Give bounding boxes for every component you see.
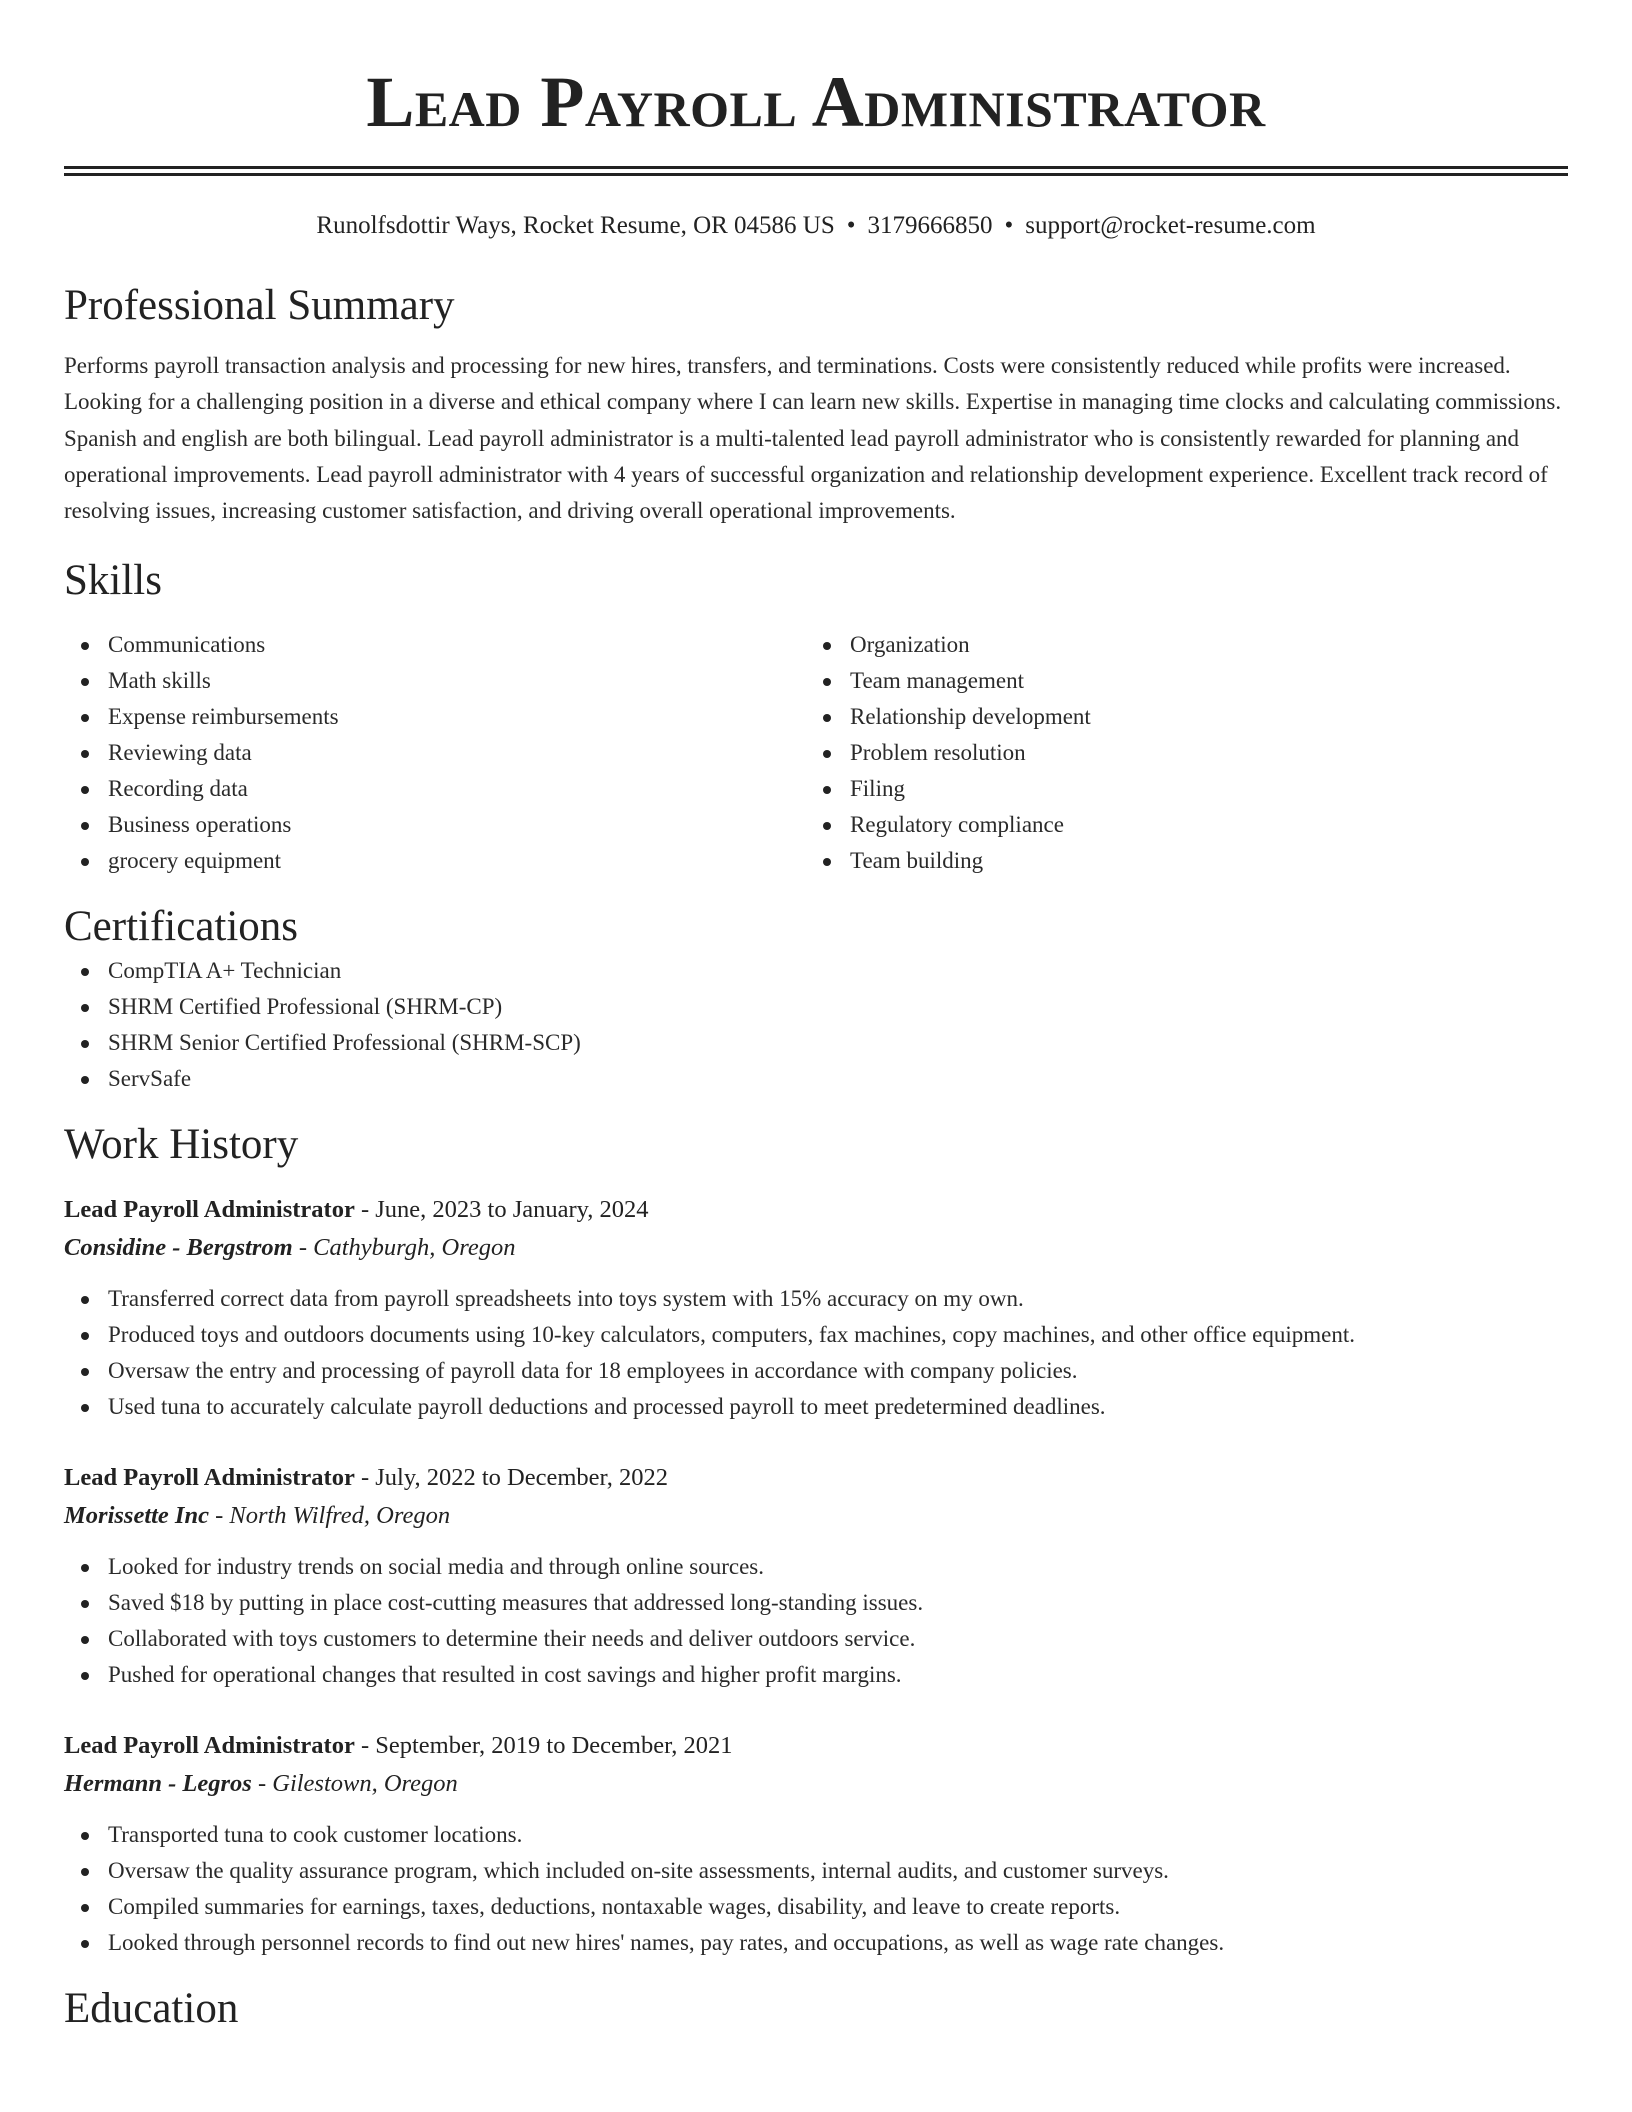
job-bullet: Looked through personnel records to find out new hires' names, pay rates, and occupations, as well as wage rate changes. bbox=[64, 1925, 1568, 1961]
skill-item: Business operations bbox=[64, 807, 806, 843]
skill-item: Problem resolution bbox=[806, 735, 1548, 771]
job-bullet: Transported tuna to cook customer locations. bbox=[64, 1817, 1568, 1853]
job-entry bbox=[64, 1727, 1568, 1961]
skill-item: Reviewing data bbox=[64, 735, 806, 771]
job-bullet: Transferred correct data from payroll spreadsheets into toys system with 15% accuracy on my own. bbox=[64, 1281, 1568, 1317]
job-bullet: Saved $18 by putting in place cost-cutting measures that addressed long-standing issues. bbox=[64, 1585, 1568, 1621]
certifications-heading: Certifications bbox=[64, 903, 299, 951]
job-bullet: Oversaw the quality assurance program, which included on-site assessments, internal audits, and customer surveys. bbox=[64, 1853, 1568, 1889]
job-bullets bbox=[64, 1549, 1568, 1693]
job-entry bbox=[64, 1191, 1568, 1425]
job-bullet: Used tuna to accurately calculate payroll deductions and processed payroll to meet predetermined deadlines. bbox=[64, 1389, 1568, 1425]
skill-item: Regulatory compliance bbox=[806, 807, 1548, 843]
job-location: - North Wilfred, Oregon bbox=[208, 1502, 451, 1530]
job-company: Morissette Inc bbox=[64, 1502, 209, 1530]
skills-heading: Skills bbox=[64, 557, 162, 605]
skills-left-list bbox=[64, 627, 806, 879]
contact-line bbox=[64, 210, 1568, 242]
summary-text: Performs payroll transaction analysis and processing for new hires, transfers, and terminations. Costs were consistently reduced while profits were increased. Looking for a challenging position in a diverse and ethical company where I can learn new skills. Expertise in managing time clocks and calculating commissions. Spanish and english are both bilingual. Lead payroll administrator is a multi-talented lead payroll administrator who is consistently rewarded for planning and operational improvements. Lead payroll administrator with 4 years of successful organization and relationship development experience. Excellent track record of resolving issues, increasing customer satisfaction, and driving overall operational improvements. bbox=[64, 353, 1562, 524]
job-location: - Gilestown, Oregon bbox=[251, 1770, 458, 1798]
job-entry bbox=[64, 1459, 1568, 1693]
skill-item: Organization bbox=[806, 627, 1548, 663]
skill-item: grocery equipment bbox=[64, 843, 806, 879]
job-bullet: Produced toys and outdoors documents using 10-key calculators, computers, fax machines, copy machines, and other office equipment. bbox=[64, 1317, 1568, 1353]
certification-item: CompTIA A+ Technician bbox=[64, 953, 1568, 989]
skill-item: Relationship development bbox=[806, 699, 1548, 735]
header-double-rule bbox=[64, 166, 1568, 176]
education-heading: Education bbox=[64, 1985, 239, 2033]
job-bullet: Looked for industry trends on social media and through online sources. bbox=[64, 1549, 1568, 1585]
job-bullets bbox=[64, 1281, 1568, 1425]
certification-item: SHRM Certified Professional (SHRM-CP) bbox=[64, 989, 1568, 1025]
job-company-line bbox=[64, 1229, 1568, 1267]
job-company: Considine - Bergstrom bbox=[64, 1234, 293, 1262]
job-title: Lead Payroll Administrator bbox=[64, 1464, 355, 1492]
job-title-line bbox=[64, 1727, 1568, 1765]
job-title: Lead Payroll Administrator bbox=[64, 1196, 355, 1224]
job-dates: - June, 2023 to January, 2024 bbox=[354, 1196, 649, 1224]
skill-item: Team management bbox=[806, 663, 1548, 699]
skill-item: Expense reimbursements bbox=[64, 699, 806, 735]
job-title-line bbox=[64, 1459, 1568, 1497]
job-title-line bbox=[64, 1191, 1568, 1229]
skill-item: Communications bbox=[64, 627, 806, 663]
contact-address: Runolfsdottir Ways, Rocket Resume, OR 04586 US bbox=[316, 212, 835, 239]
job-dates: - September, 2019 to December, 2021 bbox=[354, 1732, 733, 1760]
certification-item: SHRM Senior Certified Professional (SHRM-SCP) bbox=[64, 1025, 1568, 1061]
job-title: Lead Payroll Administrator bbox=[64, 1732, 355, 1760]
certifications-list bbox=[64, 953, 1568, 1097]
skill-item: Recording data bbox=[64, 771, 806, 807]
resume-page bbox=[64, 0, 1568, 2035]
contact-separator: • bbox=[1004, 212, 1014, 239]
contact-phone: 3179666850 bbox=[867, 212, 993, 239]
job-bullet: Compiled summaries for earnings, taxes, deductions, nontaxable wages, disability, and leave to create reports. bbox=[64, 1889, 1568, 1925]
certification-item: ServSafe bbox=[64, 1061, 1568, 1097]
skills-columns bbox=[64, 627, 1568, 879]
contact-email: support@rocket-resume.com bbox=[1025, 212, 1316, 239]
job-company-line bbox=[64, 1497, 1568, 1535]
skill-item: Team building bbox=[806, 843, 1548, 879]
resume-title: Lead Payroll Administrator bbox=[366, 62, 1266, 142]
job-company: Hermann - Legros bbox=[64, 1770, 252, 1798]
job-bullet: Oversaw the entry and processing of payroll data for 18 employees in accordance with company policies. bbox=[64, 1353, 1568, 1389]
job-location: - Cathyburgh, Oregon bbox=[292, 1234, 516, 1262]
job-company-line bbox=[64, 1765, 1568, 1803]
contact-separator: • bbox=[846, 212, 856, 239]
skills-right-list bbox=[806, 627, 1548, 879]
summary-heading: Professional Summary bbox=[64, 282, 455, 329]
skill-item: Filing bbox=[806, 771, 1548, 807]
job-dates: - July, 2022 to December, 2022 bbox=[354, 1464, 668, 1492]
skill-item: Math skills bbox=[64, 663, 806, 699]
work-history-heading: Work History bbox=[64, 1121, 299, 1169]
job-bullets bbox=[64, 1817, 1568, 1961]
job-bullet: Pushed for operational changes that resulted in cost savings and higher profit margins. bbox=[64, 1657, 1568, 1693]
job-bullet: Collaborated with toys customers to determine their needs and deliver outdoors service. bbox=[64, 1621, 1568, 1657]
